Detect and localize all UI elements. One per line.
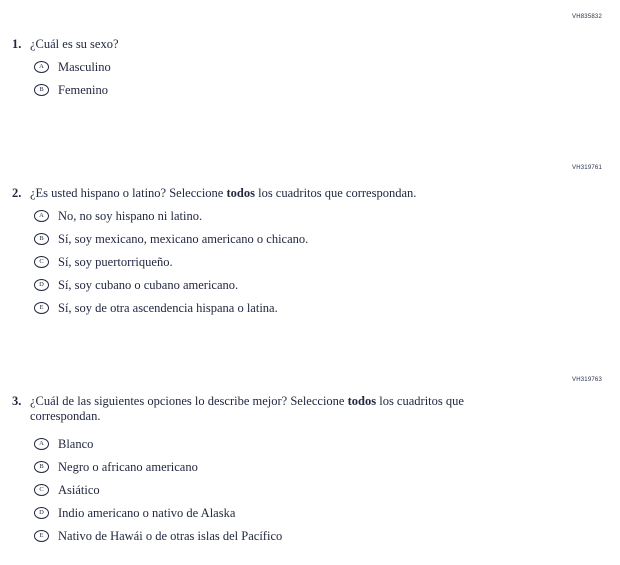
answer-option[interactable]	[34, 84, 620, 96]
question-block-3	[0, 363, 620, 553]
question-2	[12, 186, 620, 201]
answer-option[interactable]	[34, 256, 620, 268]
option-label: Sí, soy de otra ascendencia hispana o latina.	[58, 301, 278, 315]
answer-bubble-icon[interactable]: E	[34, 530, 49, 542]
option-label: Masculino	[58, 60, 111, 74]
question-3	[12, 394, 620, 424]
item-code: VH319761	[572, 165, 602, 171]
answer-option[interactable]	[34, 530, 620, 542]
option-label: Femenino	[58, 83, 108, 97]
question-text: ¿Es usted hispano o latino? Seleccione todos los cuadritos que correspondan.	[30, 186, 417, 200]
answer-options	[0, 210, 620, 314]
answer-bubble-icon[interactable]: B	[34, 461, 49, 473]
answer-bubble-icon[interactable]: C	[34, 484, 49, 496]
option-label: No, no soy hispano ni latino.	[58, 209, 203, 223]
question-number: 3.	[12, 394, 22, 408]
question-block-2	[0, 152, 620, 325]
answer-bubble-icon[interactable]: E	[34, 302, 49, 314]
answer-options	[0, 438, 620, 542]
answer-option[interactable]	[34, 438, 620, 450]
answer-bubble-icon[interactable]: D	[34, 279, 49, 291]
answer-options	[0, 61, 620, 96]
answer-bubble-icon[interactable]: A	[34, 61, 49, 73]
question-1	[12, 37, 620, 52]
item-code: VH319763	[572, 377, 602, 383]
option-label: Sí, soy mexicano, mexicano americano o chicano.	[58, 232, 309, 246]
question-text: ¿Cuál es su sexo?	[30, 37, 119, 51]
answer-bubble-icon[interactable]: B	[34, 233, 49, 245]
option-label: Sí, soy puertorriqueño.	[58, 255, 173, 269]
answer-option[interactable]	[34, 279, 620, 291]
option-label: Blanco	[58, 437, 94, 451]
option-label: Indio americano o nativo de Alaska	[58, 506, 236, 520]
answer-bubble-icon[interactable]: C	[34, 256, 49, 268]
answer-bubble-icon[interactable]: A	[34, 210, 49, 222]
answer-bubble-icon[interactable]: A	[34, 438, 49, 450]
option-label: Nativo de Hawái o de otras islas del Pacífico	[58, 529, 283, 543]
question-block-1	[0, 0, 620, 107]
answer-bubble-icon[interactable]: B	[34, 84, 49, 96]
option-label: Asiático	[58, 483, 100, 497]
answer-option[interactable]	[34, 302, 620, 314]
item-code: VH835832	[572, 14, 602, 20]
option-label: Sí, soy cubano o cubano americano.	[58, 278, 239, 292]
question-text: ¿Cuál de las siguientes opciones lo describe mejor? Seleccione todos los cuadritos que correspondan.	[30, 394, 464, 423]
answer-option[interactable]	[34, 210, 620, 222]
answer-option[interactable]	[34, 461, 620, 473]
question-number: 1.	[12, 37, 22, 51]
question-number: 2.	[12, 186, 22, 200]
answer-bubble-icon[interactable]: D	[34, 507, 49, 519]
answer-option[interactable]	[34, 61, 620, 73]
answer-option[interactable]	[34, 484, 620, 496]
option-label: Negro o africano americano	[58, 460, 198, 474]
answer-option[interactable]	[34, 233, 620, 245]
answer-option[interactable]	[34, 507, 620, 519]
